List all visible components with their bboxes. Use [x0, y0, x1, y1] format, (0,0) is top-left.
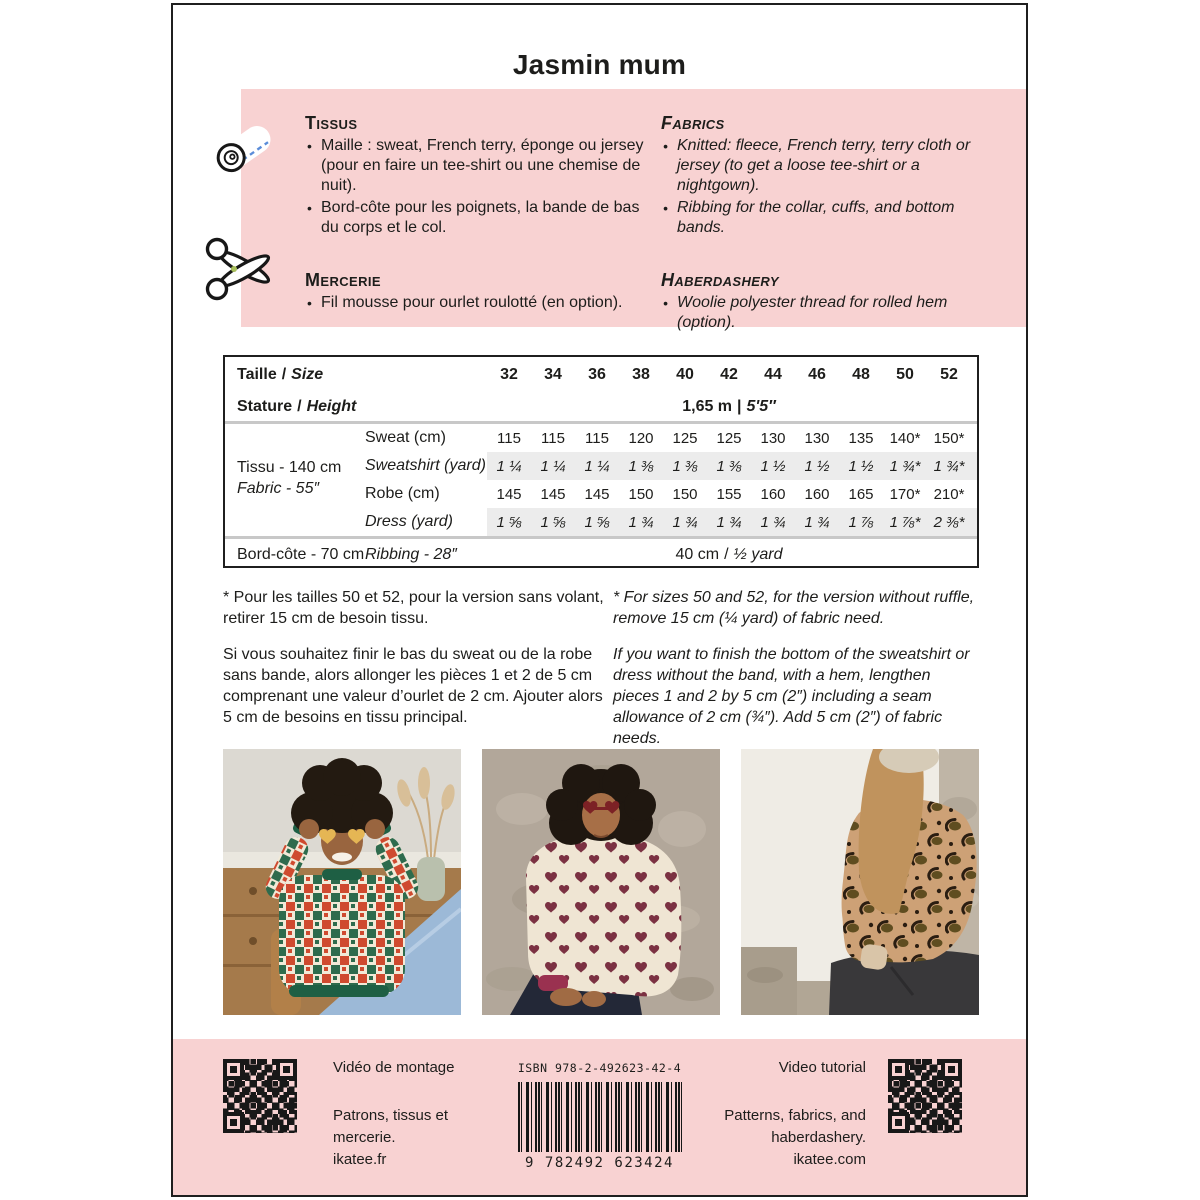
- footer-left-text: [333, 1057, 483, 1171]
- ribbing-row: [225, 539, 977, 570]
- table-cell: 1 ⅝: [496, 513, 522, 531]
- list-item: • Bord-côte pour les poignets, la bande de bas du corps et le col.: [305, 198, 647, 238]
- table-cell: 1 ¾*: [933, 457, 965, 475]
- table-cell: 1 ¼: [584, 457, 610, 475]
- barcode-digits: 9 782492 623424: [521, 1152, 678, 1174]
- size-cell: 42: [720, 365, 738, 383]
- table-cell: 1 ⅝: [584, 513, 610, 531]
- fabric-roll-icon: [203, 109, 285, 192]
- table-cell: 1 ¼: [540, 457, 566, 475]
- table-cell: 140*: [889, 429, 921, 447]
- ribbing-value: 40 cm / ½ yard: [675, 545, 783, 563]
- size-cell: 40: [676, 365, 694, 383]
- fabrics-heading: Fabrics: [661, 113, 725, 133]
- row-label: Robe (cm): [365, 485, 440, 502]
- list-item: • Knitted: fleece, French terry, terry cloth or jersey (to get a loose tee-shirt or a nightgown).: [661, 136, 1000, 196]
- table-cell: 1 ⅜: [672, 457, 698, 475]
- size-cell: 44: [764, 365, 782, 383]
- qr-code-icon: [223, 1059, 297, 1133]
- table-cell: 2 ⅜*: [933, 513, 965, 531]
- scissors-icon: [203, 235, 279, 310]
- height-label: Stature / Height: [237, 397, 357, 415]
- shop-label-en: Patterns, fabrics, and haberdashery.: [724, 1107, 866, 1146]
- notes-french: [223, 587, 607, 743]
- photo-strip: [223, 749, 979, 1015]
- table-cell: 160: [804, 485, 830, 503]
- photo-heart-cookies: [223, 749, 461, 1015]
- table-cell: 150: [628, 485, 654, 503]
- photo-leopard-sweatshirt: [741, 749, 979, 1015]
- size-cell: 50: [896, 365, 914, 383]
- table-cell: 170*: [889, 485, 921, 503]
- pattern-title: Jasmin mum: [512, 49, 687, 80]
- notes-english: [613, 587, 979, 764]
- fabric-width-en: Fabric - 55″: [237, 480, 320, 497]
- size-cell: 32: [500, 365, 518, 383]
- table-cell: 1 ¾: [672, 513, 698, 531]
- size-header-row: [225, 357, 977, 392]
- size-label: Taille / Size: [237, 365, 324, 383]
- table-cell: 155: [716, 485, 742, 503]
- notions-row: [241, 240, 1026, 335]
- table-cell: 115: [541, 429, 565, 447]
- note-paragraph: Si vous souhaitez finir le bas du sweat ou de la robe sans bande, alors allonger les pièces 1 et 2 de 5 cm comprenant une valeur d’ourlet de 2 cm. Ajouter alors 5 cm de besoins en tissu principal.: [223, 646, 603, 726]
- table-row-dress-yard: [225, 508, 977, 536]
- qr-finder: [888, 1112, 909, 1133]
- isbn-block: [500, 1057, 700, 1174]
- note-paragraph: If you want to finish the bottom of the sweatshirt or dress without the band, with a hem, lengthen pieces 1 and 2 by 5 cm (2″) including a seam allowance of 2 cm (¾″). Add 5 cm (2″) of fabric needs.: [613, 646, 970, 747]
- row-values: [487, 508, 977, 536]
- tissus-block: [305, 113, 661, 240]
- table-cell: 1 ⅞: [848, 513, 874, 531]
- isbn-label: ISBN 978-2-492623-42-4: [517, 1061, 682, 1075]
- row-values: [487, 424, 977, 452]
- tissus-heading: Tissus: [305, 113, 358, 133]
- table-cell: 1 ¾: [716, 513, 742, 531]
- table-cell: 135: [848, 429, 874, 447]
- qr-finder: [223, 1059, 244, 1080]
- size-cell: 34: [544, 365, 562, 383]
- pattern-envelope-back: [171, 3, 1028, 1197]
- table-cell: 115: [585, 429, 609, 447]
- table-cell: 1 ¾*: [889, 457, 921, 475]
- table-row-robe-cm: [225, 480, 977, 508]
- haberdashery-list: [661, 293, 1000, 333]
- table-cell: 165: [848, 485, 874, 503]
- fabrics-block: [661, 113, 1000, 240]
- qr-finder: [223, 1112, 244, 1133]
- site-url-fr: ikatee.fr: [333, 1151, 387, 1168]
- table-cell: 145: [540, 485, 566, 503]
- fabrics-row: [241, 89, 1026, 240]
- tissus-list: [305, 136, 647, 238]
- fabric-width-fr: Tissu - 140 cm: [237, 459, 342, 476]
- mercerie-heading: Mercerie: [305, 270, 381, 290]
- ribbing-label-fr: Bord-côte - 70 cm: [237, 545, 365, 563]
- table-cell: 125: [716, 429, 742, 447]
- mercerie-list: [305, 293, 647, 313]
- table-cell: 1 ¾: [628, 513, 654, 531]
- fabrics-list: [661, 136, 1000, 238]
- materials-info-box: [241, 89, 1026, 331]
- row-values: [487, 452, 977, 480]
- qr-code-icon: [888, 1059, 962, 1133]
- list-item: • Woolie polyester thread for rolled hem (option).: [661, 293, 1000, 333]
- table-cell: 150*: [933, 429, 965, 447]
- height-value: 1,65 m | 5'5″: [682, 397, 776, 415]
- list-item: • Fil mousse pour ourlet roulotté (en option).: [305, 293, 647, 313]
- ribbing-label-en: Ribbing - 28″: [365, 545, 457, 563]
- shop-label-fr: Patrons, tissus et mercerie.: [333, 1107, 449, 1146]
- note-paragraph: * For sizes 50 and 52, for the version without ruffle, remove 15 cm (¼ yard) of fabric need.: [613, 589, 975, 627]
- footer-right-text: [696, 1057, 866, 1171]
- table-cell: 1 ½: [760, 457, 786, 475]
- size-table: [223, 355, 979, 568]
- table-cell: 160: [760, 485, 786, 503]
- size-values: [487, 357, 977, 392]
- haberdashery-heading: Haberdashery: [661, 270, 779, 290]
- table-cell: 1 ¾: [804, 513, 830, 531]
- qr-finder: [941, 1059, 962, 1080]
- table-cell: 210*: [933, 485, 965, 503]
- table-cell: 145: [496, 485, 522, 503]
- table-cell: 1 ⅝: [540, 513, 566, 531]
- footer-band: [173, 1039, 1026, 1195]
- size-cell: 48: [852, 365, 870, 383]
- size-cell: 52: [940, 365, 958, 383]
- haberdashery-block: [661, 270, 1000, 335]
- table-cell: 145: [584, 485, 610, 503]
- table-cell: 1 ⅜: [628, 457, 654, 475]
- size-cell: 36: [588, 365, 606, 383]
- table-cell: 1 ⅜: [716, 457, 742, 475]
- row-label: Sweat (cm): [365, 429, 446, 446]
- height-row: [225, 392, 977, 421]
- row-values: [487, 480, 977, 508]
- qr-finder: [888, 1059, 909, 1080]
- barcode: [518, 1082, 682, 1152]
- table-cell: 125: [672, 429, 698, 447]
- table-cell: 115: [497, 429, 521, 447]
- list-item: • Maille : sweat, French terry, éponge ou jersey (pour en faire un tee-shirt ou une chemise de nuit).: [305, 136, 647, 196]
- table-cell: 1 ¼: [496, 457, 522, 475]
- table-row-sweat-cm: [225, 424, 977, 452]
- site-url-en: ikatee.com: [793, 1151, 866, 1168]
- table-cell: 130: [760, 429, 786, 447]
- row-label: Sweatshirt (yard): [365, 457, 486, 474]
- table-cell: 1 ¾: [760, 513, 786, 531]
- video-label-fr: Vidéo de montage: [333, 1059, 455, 1076]
- qr-finder: [276, 1059, 297, 1080]
- row-label: Dress (yard): [365, 513, 454, 530]
- size-cell: 38: [632, 365, 650, 383]
- note-paragraph: * Pour les tailles 50 et 52, pour la version sans volant, retirer 15 cm de besoin tissu.: [223, 589, 604, 627]
- photo-heart-sweatshirt: [482, 749, 720, 1015]
- size-cell: 46: [808, 365, 826, 383]
- table-cell: 120: [628, 429, 654, 447]
- mercerie-block: [305, 270, 661, 335]
- table-cell: 1 ½: [848, 457, 874, 475]
- table-cell: 1 ⅞*: [889, 513, 921, 531]
- table-cell: 150: [672, 485, 698, 503]
- table-row-sweatshirt-yard: [225, 452, 977, 480]
- video-label-en: Video tutorial: [778, 1059, 866, 1076]
- table-cell: 130: [804, 429, 830, 447]
- list-item: • Ribbing for the collar, cuffs, and bottom bands.: [661, 198, 1000, 238]
- table-cell: 1 ½: [804, 457, 830, 475]
